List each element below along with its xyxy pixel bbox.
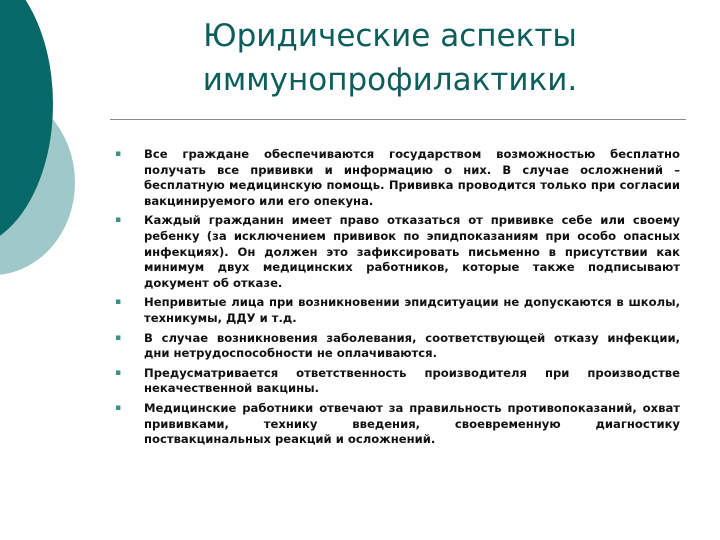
bullet-item [112, 366, 680, 397]
bullet-text: В случае возникновения заболевания, соответствующей отказу инфекции, дни нетрудоспособности не оплачиваются. [144, 330, 680, 361]
bullet-item [112, 401, 680, 448]
square-bullet-icon: ▪ [115, 215, 122, 226]
square-bullet-icon: ▪ [115, 367, 122, 378]
bullet-text: Все граждане обеспечиваются государством возможностью бесплатно получать все прививки и информацию о них. В случае осложнений – бесплатную медицинскую помощь. Прививка проводится только при согласии вакцинируемого или его опекуна. [144, 147, 680, 208]
slide-title: Юридические аспекты иммунопрофилактики. [202, 18, 578, 98]
bullet-text: Медицинские работники отвечают за правильность противопоказаний, охват прививками, технику введения, своевременную диагностику поствакцинальных реакций и осложнений. [144, 400, 680, 447]
bullet-item [112, 295, 680, 326]
square-bullet-icon: ▪ [115, 297, 122, 308]
bullet-item [112, 331, 680, 362]
bullet-text: Каждый гражданин имеет право отказаться от прививке себе или своему ребенку (за исключением прививок по эпидпоказаниям при особо опасных инфекциях). Он должен это зафиксировать письменно в присутствии как минимум двух медицинских работников, которые также подписывают документ об отказе. [144, 213, 680, 290]
bullet-item [112, 213, 680, 291]
bullet-item [112, 147, 680, 209]
bullet-text: Непривитые лица при возникновении эпидситуации не допускаются в школы, техникумы, ДДУ и т.д. [144, 295, 680, 325]
square-bullet-icon: ▪ [115, 149, 122, 159]
bullet-text: Предусматривается ответственность производителя при производстве некачественной вакцины. [144, 365, 680, 396]
square-bullet-icon: ▪ [115, 402, 122, 413]
bullet-list [112, 147, 680, 452]
title-divider [110, 119, 686, 120]
square-bullet-icon: ▪ [115, 332, 122, 343]
